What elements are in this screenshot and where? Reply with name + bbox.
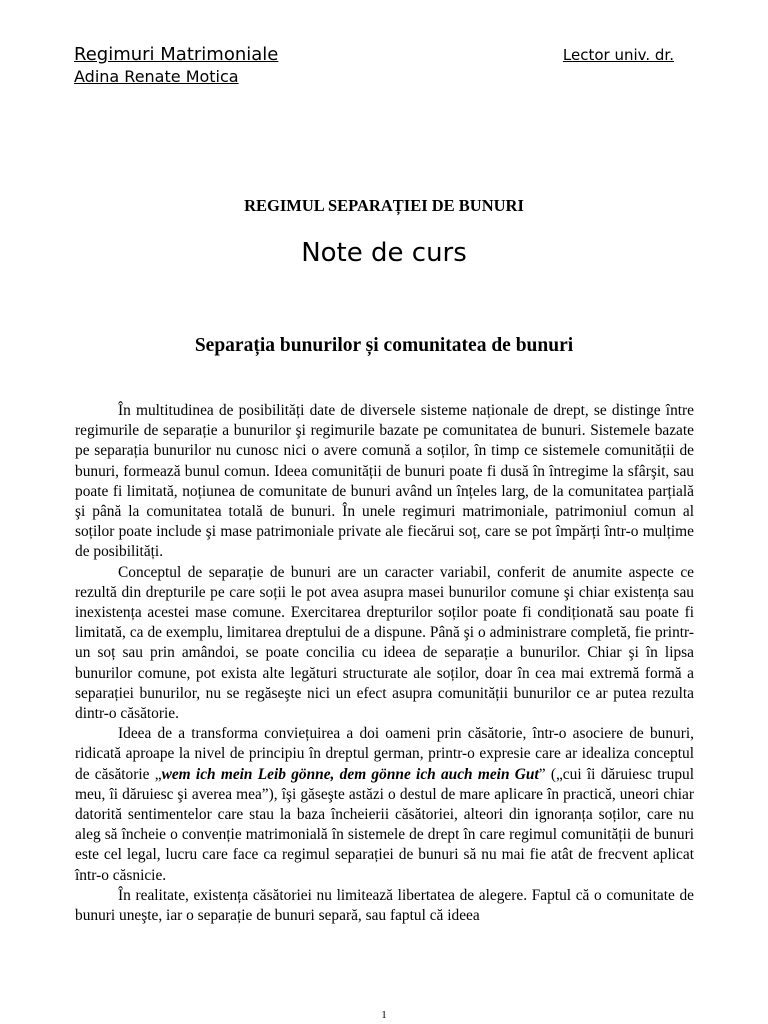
document-body xyxy=(75,401,694,926)
german-quote: wem ich mein Leib gönne, dem gönne ich auch mein Gut xyxy=(161,765,539,783)
paragraph: Conceptul de separație de bunuri are un caracter variabil, conferit de anumite aspecte ce rezultă din drepturile pe care soții le pot avea asupra masei bunurilor comune şi chiar existența sau inexistența acestei mase comune. Exercitarea drepturilor soților poate fi condiționată sau poate fi limitată, ca de exemplu, limitarea dreptului de a dispune. Până şi o administrare completă, fie printr-un soț sau prin amândoi, se poate concilia cu ideea de separație a bunurilor. Chiar şi în lipsa bunurilor comune, pot exista alte legături structurate ale soților, doar în cea mai extremă formă a separației bunurilor, nu se regăseşte nici un efect asupra comunității bunurilor ce ar putea rezulta dintr-o căsătorie. xyxy=(75,563,694,723)
paragraph-text: ” („cui îi dăruiesc trupul meu, îi dăruiesc şi averea mea”), îşi găseşte astăzi o destul de mare aplicare în practică, uneori chiar datorită sentimentelor care stau la baza încheierii căsătoriei, alteori din ignoranța soților, care nu aleg să încheie o convenție matrimonială în sistemele de drept în care regimul comunității de bunuri este cel legal, lucru care face ca regimul separației de bunuri să nu mai fie atât de frecvent aplicat într-o căsnicie. xyxy=(75,765,694,884)
document-title: REGIMUL SEPARAȚIEI DE BUNURI xyxy=(244,196,524,215)
paragraph xyxy=(75,724,694,886)
paragraph-text: Ideea de a transforma conviețuirea a doi oameni prin căsătorie, într-o asociere de bunuri, ridicată aproape la nivel de principiu în dreptul german, printr-o expresie care ar idealiza conceptul de căsătorie „ xyxy=(75,725,694,783)
author-name: Adina Renate Motica xyxy=(74,67,239,86)
page-header xyxy=(74,44,684,88)
course-name: Regimuri Matrimoniale xyxy=(74,44,279,65)
page-number: 1 xyxy=(381,1009,387,1021)
paragraph: În realitate, existența căsătoriei nu limitează libertatea de alegere. Faptul că o comunitate de bunuri uneşte, iar o separație de bunuri separă, sau faptul că ideea xyxy=(75,886,694,925)
header-top-line xyxy=(74,44,674,66)
section-title: Separația bunurilor și comunitatea de bunuri xyxy=(194,335,574,356)
paragraph: În multitudinea de posibilități date de diversele sisteme naționale de drept, se distinge între regimurile de separație a bunurilor şi regimurile bazate pe comunitatea de bunuri. Sistemele bazate pe separația bunurilor nu cunosc nici o avere comună a soților, în timp ce sistemele comunității de bunuri, formează bunul comun. Ideea comunității de bunuri poate fi dusă în întregime la sfârşit, sau poate fi limitată, noțiunea de comunitate de bunuri având un înțeles larg, de la comunitatea parțială şi până la comunitatea totală de bunuri. În unele regimuri matrimoniale, patrimoniul comun al soților poate include şi mase patrimoniale private ale fiecărui soț, care se pot împărți într-o mulțime de posibilități. xyxy=(75,402,694,561)
document-subtitle: Note de curs xyxy=(301,238,467,268)
lector-title: Lector univ. dr. xyxy=(562,46,674,64)
